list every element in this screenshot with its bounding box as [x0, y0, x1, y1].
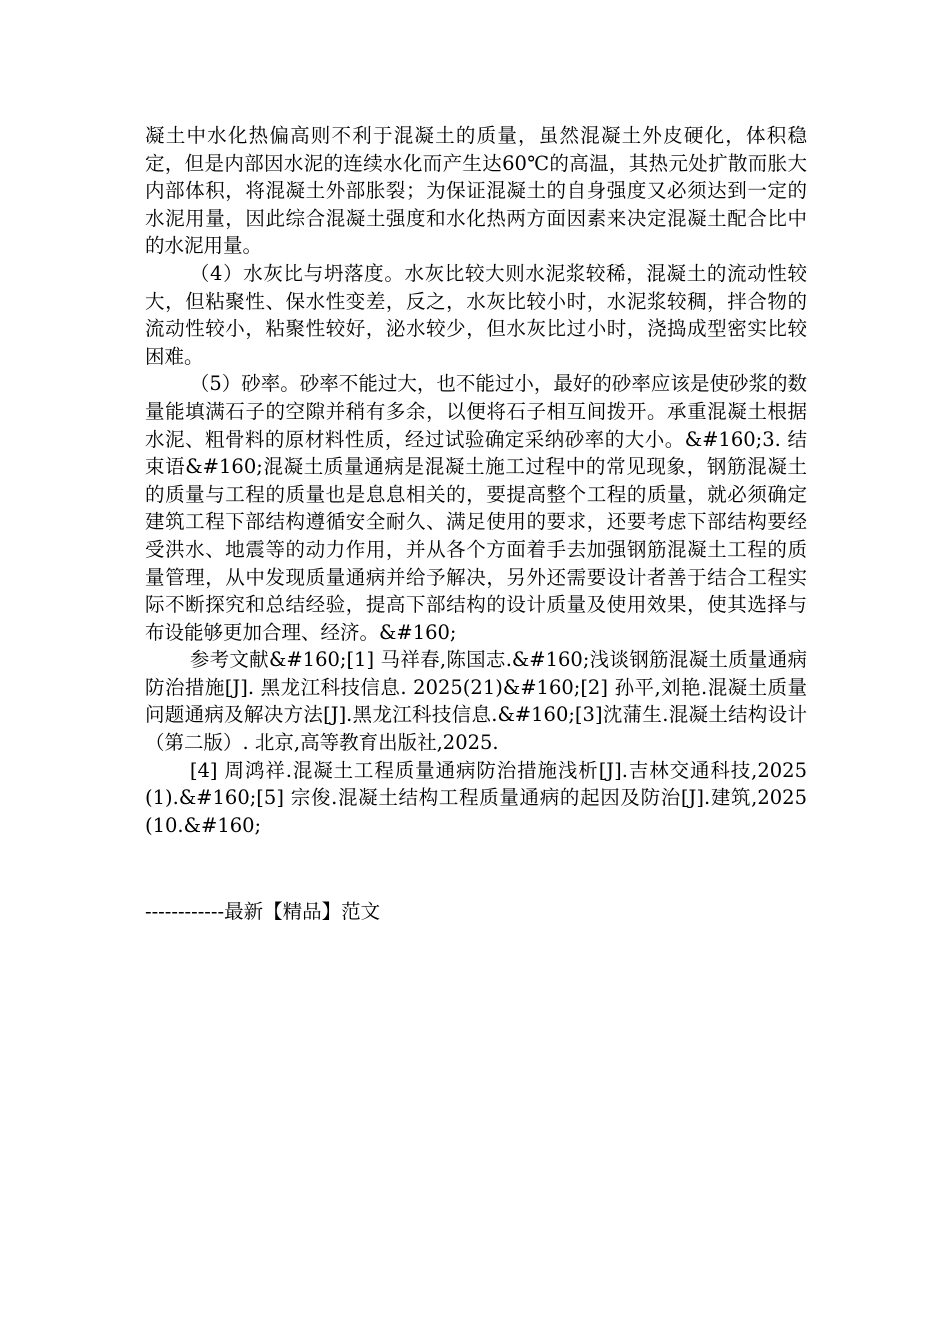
paragraph-water-cement-ratio: （4）水灰比与坍落度。水灰比较大则水泥浆较稀，混凝土的流动性较大，但粘聚性、保水性变差，反之，水灰比较小时，水泥浆较稠，拌合物的流动性较小，粘聚性较好，泌水较少，但水灰比过小时，浇捣成型密实比较困难。	[145, 261, 807, 368]
paragraph-sand-ratio-conclusion: （5）砂率。砂率不能过大，也不能过小，最好的砂率应该是使砂浆的数量能填满石子的空隙并稍有多余，以便将石子相互间拨开。承重混凝土根据水泥、粗骨料的原材料性质，经过试验确定采纳砂率的大小。&#160;3. 结束语&#160;混凝土质量通病是混凝土施工过程中的常见现象，钢筋混凝土的质量与工程的质量也是息息相关的，要提高整个工程的质量，就必须确定建筑工程下部结构遵循安全耐久、满足使用的要求，还要考虑下部结构要经受洪水、地震等的动力作用，并从各个方面着手去加强钢筋混凝土工程的质量管理，从中发现质量通病并给予解决，另外还需要设计者善于结合工程实际不断探究和总结经验，提高下部结构的设计质量及使用效果，使其选择与布设能够更加合理、经济。&#160;	[145, 372, 807, 644]
paragraph-references-continued: [4] 周鸿祥.混凝土工程质量通病防治措施浅析[J].吉林交通科技,2025(1).&#160;[5] 宗俊.混凝土结构工程质量通病的起因及防治[J].建筑,2025(10.&#160;	[145, 758, 807, 837]
paragraph-references: 参考文献&#160;[1] 马祥春,陈国志.&#160;浅谈钢筋混凝土质量通病防治措施[J]. 黑龙江科技信息. 2025(21)&#160;[2] 孙平,刘艳.混凝土质量问题通病及解决方法[J].黑龙江科技信息.&#160;[3]沈蒲生.混凝土结构设计（第二版）. 北京,高等教育出版社,2025.	[145, 648, 807, 755]
paragraph-hydration-heat: 凝土中水化热偏高则不利于混凝土的质量，虽然混凝土外皮硬化，体积稳定，但是内部因水泥的连续水化而产生达60℃的高温，其热元处扩散而胀大内部体积，将混凝土外部胀裂；为保证混凝土的自身强度又必须达到一定的水泥用量，因此综合混凝土强度和水化热两方面因素来决定混凝土配合比中的水泥用量。	[145, 124, 807, 258]
footer-tagline: ------------最新【精品】范文	[145, 900, 381, 923]
document-body	[145, 122, 807, 839]
